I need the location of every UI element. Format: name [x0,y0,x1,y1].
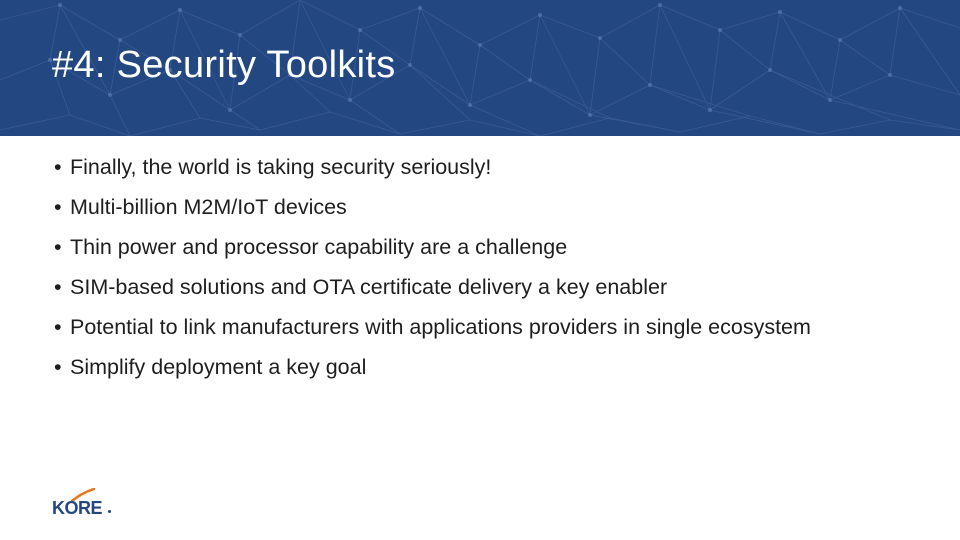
logo-dot [108,510,111,513]
logo-text: KORE [52,498,103,518]
bullet-list [52,152,912,392]
kore-logo [52,488,114,522]
bullet-item: • Potential to link manufacturers with applications providers in single ecosystem [52,312,912,342]
slide-title: #4: Security Toolkits [52,44,396,86]
bullet-item: • Multi-billion M2M/IoT devices [52,192,912,222]
bullet-item: • SIM-based solutions and OTA certificate delivery a key enabler [52,272,912,302]
bullet-item: • Finally, the world is taking security seriously! [52,152,912,182]
slide-header [0,0,960,136]
bullet-item: • Thin power and processor capability are a challenge [52,232,912,262]
bullet-item: • Simplify deployment a key goal [52,352,912,382]
